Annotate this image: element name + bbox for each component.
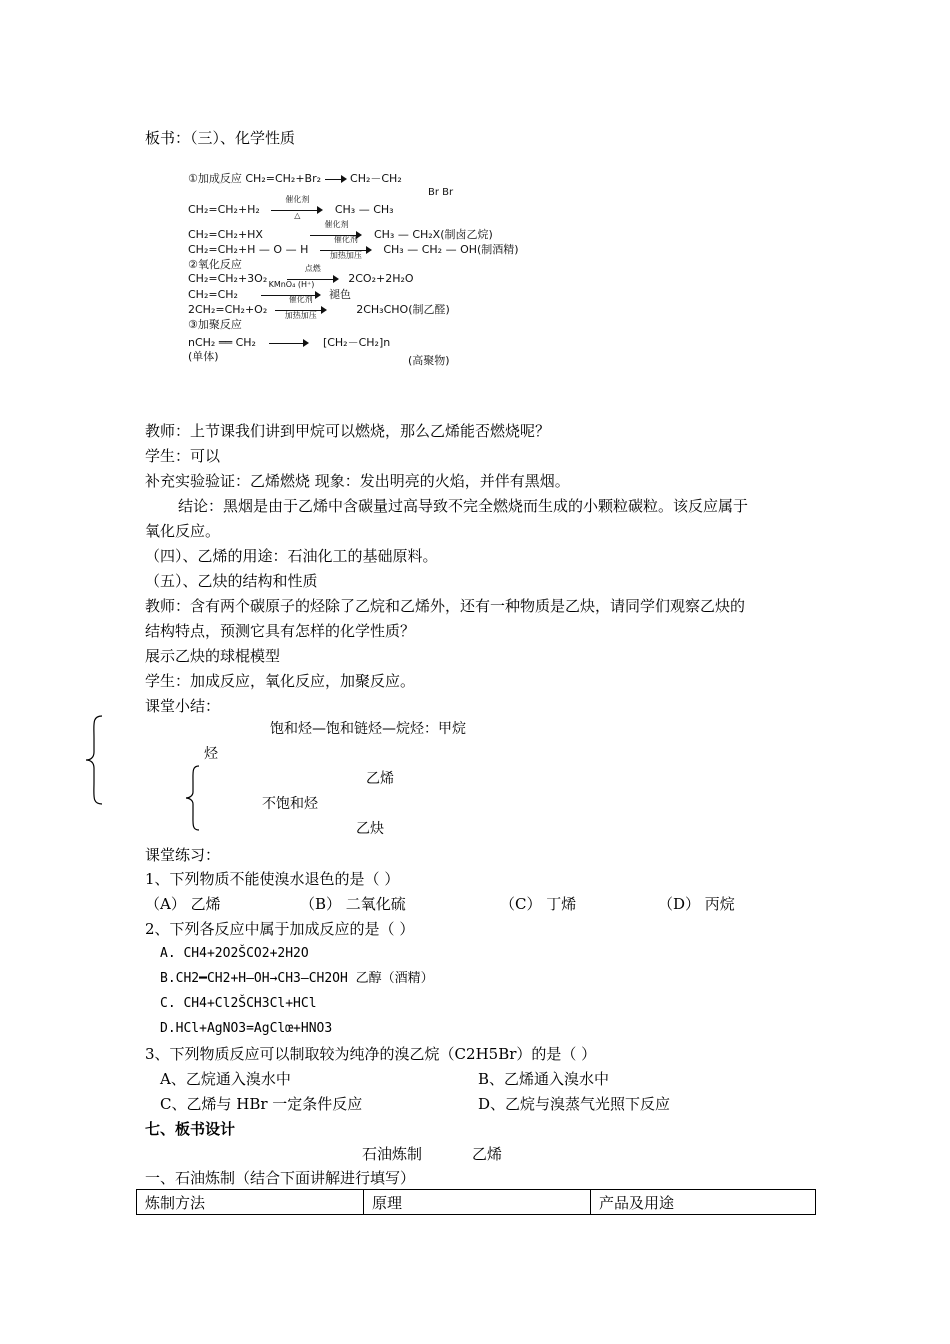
question-1-option-c: （C） 丁烯 (500, 895, 577, 913)
paragraph: 学生：加成反应，氧化反应，加聚反应。 (145, 672, 416, 690)
eq-condition: 催化剂 (288, 295, 313, 304)
equation-label: ③加聚反应 (188, 318, 242, 331)
paragraph: 教师：含有两个碳原子的烃除了乙烷和乙烯外，还有一种物质是乙炔，请同学们观察乙炔的 (145, 597, 746, 615)
design-subtitle-right: 乙烯 (472, 1145, 503, 1163)
arrow-icon (325, 175, 347, 183)
equation-line (188, 235, 519, 260)
eq-condition: 加热加压 (329, 251, 362, 260)
paragraph: 教师：上节课我们讲到甲烷可以燃烧，那么乙烯能否燃烧呢？ (145, 422, 551, 440)
arrow-icon (320, 235, 372, 260)
eq-condition: 加热加压 (284, 311, 317, 320)
paragraph: 展示乙炔的球棍模型 (145, 647, 281, 665)
eq-lhs: CH₂=CH₂+H — O — H (188, 243, 309, 256)
eq-rhs: CH₃ — CH₂X(制卤乙烷) (373, 228, 493, 241)
arrow-icon (271, 195, 323, 220)
table-header-cell: 原理 (364, 1190, 591, 1215)
eq-rhs: CH₃ — CH₃ (334, 203, 394, 216)
design-section: 一、石油炼制（结合下面讲解进行填写） (145, 1169, 416, 1187)
eq-rhs: [CH₂－CH₂]n (322, 336, 391, 349)
arrow-icon (269, 339, 309, 347)
board-title: 板书：（三）、化学性质 (145, 129, 296, 147)
eq-lhs: CH₂=CH₂+HX (188, 228, 263, 241)
eq-condition: △ (294, 211, 301, 220)
equation-line (188, 295, 450, 320)
question-1-option-d: （D） 丙烷 (658, 895, 735, 913)
question-3-option-a: A、乙烷通入溴水中 (160, 1070, 291, 1088)
eq-lhs: CH₂=CH₂+H₂ (188, 203, 260, 216)
eq-condition: 催化剂 (285, 195, 310, 204)
eq-label: ①加成反应 (188, 172, 242, 185)
eq-condition: 点燃 (304, 264, 321, 273)
acetylene-label: 乙炔 (356, 821, 384, 837)
eq-rhs: 褪色 (328, 288, 351, 301)
paragraph: 补充实验验证：乙烯燃烧 现象：发出明亮的火焰，并伴有黑烟。 (145, 472, 570, 490)
section-heading: （五）、乙炔的结构和性质 (145, 572, 318, 590)
design-heading: 七、板书设计 (145, 1120, 236, 1138)
arrow-icon (275, 295, 327, 320)
question-2-option-b: B.CH2━CH2+H—OH→CH3—CH2OH 乙醇（酒精） (160, 971, 434, 986)
question-1-option-a: （A） 乙烯 (145, 895, 221, 913)
question-1-option-b: （B） 二氧化硫 (300, 895, 406, 913)
question-1: 1、下列物质不能使溴水退色的是（ ） (145, 870, 400, 888)
question-2-option-d: D.HCl+AgNO3=AgClœ+HNO3 (160, 1021, 333, 1036)
hydrocarbon-label: 烃 (204, 746, 218, 762)
saturated-hydrocarbon: 饱和烃—饱和链烃—烷烃：甲烷 (270, 721, 466, 737)
paragraph: 结构特点，预测它具有怎样的化学性质？ (145, 622, 416, 640)
eq-condition: KMnO₄ (H⁺) (268, 280, 315, 289)
eq-polymer-label: (高聚物) (408, 354, 450, 367)
eq-rhs: 2CH₃CHO(制乙醛) (356, 303, 450, 316)
question-3-option-c: C、乙烯与 HBr 一定条件反应 (160, 1095, 363, 1113)
eq-condition: 催化剂 (333, 235, 358, 244)
eq-rhs: CH₂－CH₂ (350, 172, 402, 185)
table-header-cell: 产品及用途 (591, 1190, 816, 1215)
unsaturated-hydrocarbon: 不饱和烃 (262, 796, 318, 812)
refining-table (136, 1189, 816, 1215)
question-2: 2、下列各反应中属于加成反应的是（ ） (145, 920, 415, 938)
equation-line (188, 336, 390, 350)
design-subtitle-left: 石油炼制 (362, 1145, 423, 1163)
question-3-option-d: D、乙烷与溴蒸气光照下反应 (478, 1095, 671, 1113)
eq-rhs: 2CO₂+2H₂O (348, 272, 414, 285)
paragraph: 学生：可以 (145, 447, 221, 465)
question-3: 3、下列物质反应可以制取较为纯净的溴乙烷（C2H5Br）的是（ ） (145, 1045, 597, 1063)
eq-lhs: 2CH₂=CH₂+O₂ (188, 303, 268, 316)
table-header-cell: 炼制方法 (137, 1190, 364, 1215)
eq-rhs: CH₃ — CH₂ — OH(制酒精) (383, 243, 519, 256)
paragraph: 结论：黑烟是由于乙烯中含碳量过高导致不完全燃烧而生成的小颗粒碳粒。该反应属于 (178, 497, 749, 515)
large-brace-icon (84, 714, 108, 806)
eq-lhs: nCH₂ ══ CH₂ (188, 336, 256, 349)
question-3-option-b: B、乙烯通入溴水中 (478, 1070, 610, 1088)
paragraph: 氧化反应。 (145, 522, 221, 540)
eq-condition: 催化剂 (324, 220, 349, 229)
eq-monomer-label: (单体) (188, 350, 219, 363)
ethylene-label: 乙烯 (366, 771, 394, 787)
eq-substituents: Br Br (428, 187, 454, 198)
paragraph: （四）、乙烯的用途：石油化工的基础原料。 (145, 547, 438, 565)
eq-lhs: CH₂=CH₂ (188, 288, 238, 301)
equation-label: ②氧化反应 (188, 258, 242, 271)
question-2-option-c: C. CH4+Cl2ŠCH3Cl+HCl (160, 996, 317, 1011)
paragraph: 课堂小结： (145, 697, 221, 715)
exercise-title: 课堂练习： (145, 846, 221, 864)
small-brace-icon (183, 764, 203, 832)
equation-line (188, 172, 402, 186)
eq-lhs: CH₂=CH₂+3O₂ (188, 272, 268, 285)
table-row (137, 1190, 816, 1215)
question-2-option-a: A. CH4+2O2ŠCO2+2H2O (160, 946, 309, 961)
equation-line (188, 195, 394, 220)
eq-lhs: CH₂=CH₂+Br₂ (245, 172, 322, 185)
